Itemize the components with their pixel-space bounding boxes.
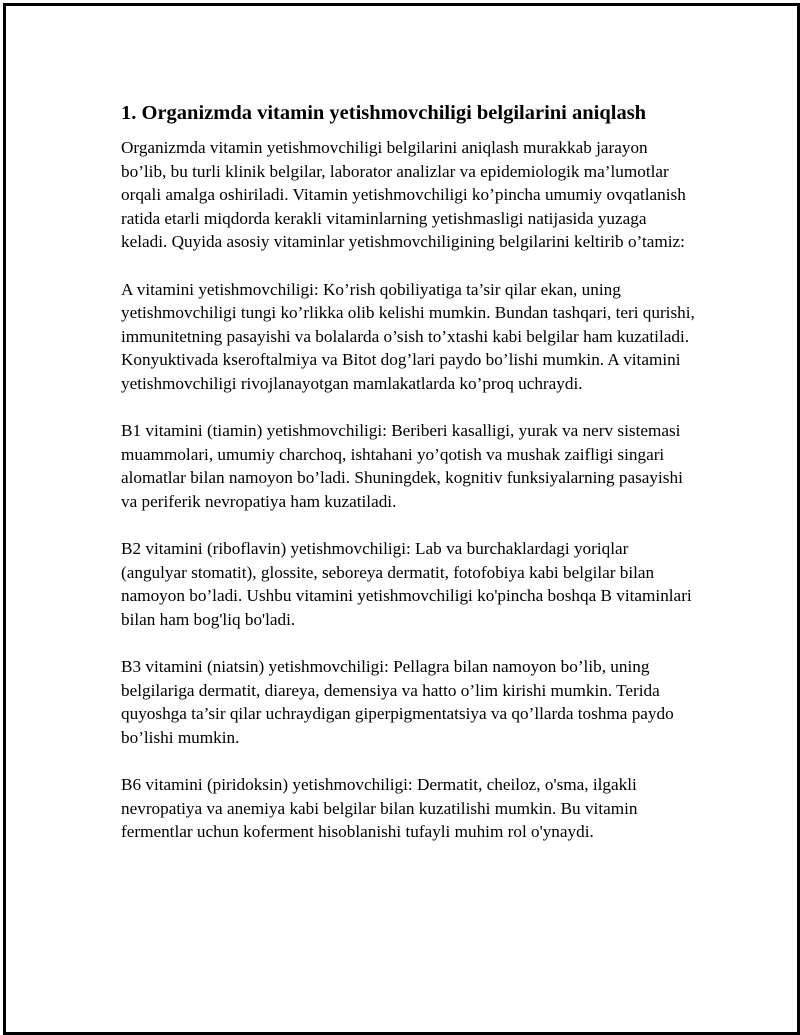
vitamin-a-paragraph: A vitamini yetishmovchiligi: Ko’rish qobiliyatiga ta’sir qilar ekan, uning yetishmovchiligi tungi ko’rlikka olib kelishi mumkin. Bundan tashqari, teri qurishi, immunitetning pasayishi va bolalarda o’sish to’xtashi kabi belgilar ham kuzatiladi. Konyuktivada kseroftalmiya va Bitot dog’lari paydo bo’lishi mumkin. A vitamini yetishmovchiligi rivojlanayotgan mamlakatlarda ko’proq uchraydi. (121, 279, 695, 393)
vitamin-b3-paragraph: B3 vitamini (niatsin) yetishmovchiligi: Pellagra bilan namoyon bo’lib, uning belgilariga dermatit, diareya, demensiya va hatto o’lim kirishi mumkin. Terida quyoshga ta’sir qilar uchraydigan giperpigmentatsiya va qo’llarda toshma paydo bo’lishi mumkin. (121, 657, 674, 747)
intro-paragraph: Organizmda vitamin yetishmovchiligi belgilarini aniqlash murakkab jarayon bo’lib, bu turli klinik belgilar, laborator analizlar va epidemiologik ma’lumotlar orqali amalga oshiriladi. Vitamin yetishmovchiligi ko’pincha umumiy ovqatlanish ratida etarli miqdorda kerakli vitaminlarning yetishmasligi natijasida yuzaga keladi. Quyida asosiy vitaminlar yetishmovchiligining belgilarini keltirib o’tamiz: (121, 138, 686, 252)
document-page (3, 3, 800, 1035)
vitamin-b6-paragraph: B6 vitamini (piridoksin) yetishmovchiligi: Dermatit, cheiloz, o'sma, ilgakli nevropatiya va anemiya kabi belgilar bilan kuzatilishi mumkin. Bu vitamin fermentlar uchun koferment hisoblanishi tufayli muhim rol o'ynaydi. (121, 775, 638, 842)
vitamin-b2-paragraph: B2 vitamini (riboflavin) yetishmovchiligi: Lab va burchaklardagi yoriqlar (angulyar stomatit), glossite, seboreya dermatit, fotofobiya kabi belgilar bilan namoyon bo’ladi. Ushbu vitamini yetishmovchiligi ko'pincha boshqa B vitaminlari bilan ham bog'liq bo'ladi. (121, 539, 692, 629)
section-heading: 1. Organizmda vitamin yetishmovchiligi belgilarini aniqlash (121, 102, 647, 124)
document-content (121, 100, 696, 867)
vitamin-b1-paragraph: B1 vitamini (tiamin) yetishmovchiligi: Beriberi kasalligi, yurak va nerv sistemasi muammolari, umumiy charchoq, ishtahani yo’qotish va mushak zaifligi singari alomatlar bilan namoyon bo’ladi. Shuningdek, kognitiv funksiyalarning pasayishi va periferik nevropatiya ham kuzatiladi. (121, 421, 683, 511)
